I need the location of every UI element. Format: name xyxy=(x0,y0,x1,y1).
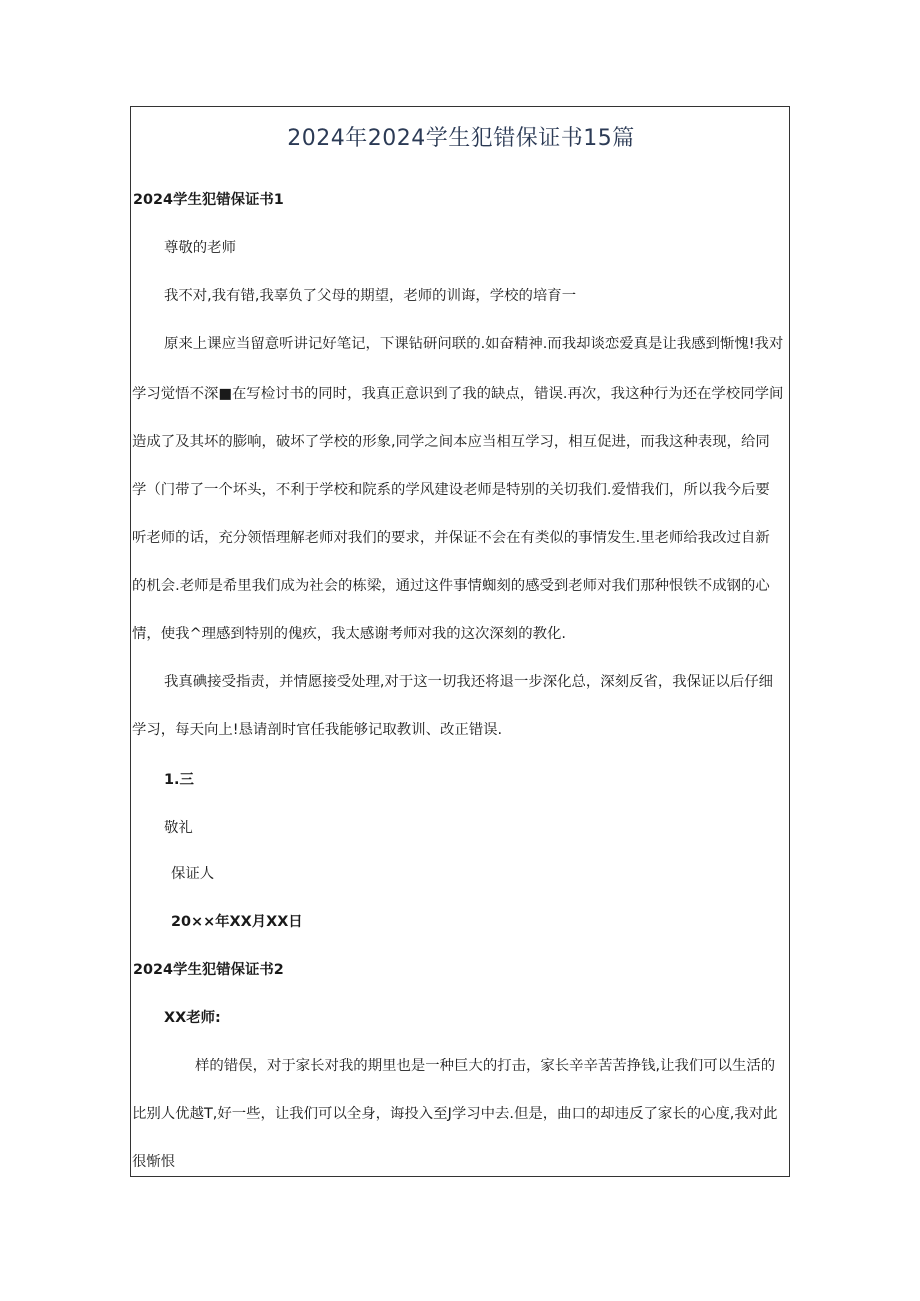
section-1-paragraph-2-line: 情，使我^理感到特别的傀疚，我太感谢考师对我的这次深刻的教化. xyxy=(132,626,566,642)
section-1-signer: 保证人 xyxy=(171,866,215,882)
section-1-closing: 敬礼 xyxy=(164,820,193,836)
section-1-date: 20××年XX月XX日 xyxy=(171,914,303,930)
section-1-marker: 1.三 xyxy=(164,772,194,788)
document-page xyxy=(130,106,790,1177)
section-2-salutation: XX老师: xyxy=(164,1010,221,1026)
section-1-paragraph-2-line: 造成了及其坏的膨响，破坏了学校的形象,同学之间本应当相互学习，相互促进，而我这种表现，给同 xyxy=(132,434,770,450)
section-1-salutation: 尊敬的老师 xyxy=(164,240,236,256)
section-1-paragraph-3-line: 我真碘接受指责，并情愿接受处理,对于这一切我还将退一步深化总，深刻反省，我保证以后仔细 xyxy=(164,674,773,690)
section-2-paragraph-line: 比别人优越T,好一些，让我们可以全身，诲投入至J学习中去.但是，曲口的却违反了家长的心度,我对此 xyxy=(132,1106,778,1122)
section-2-paragraph-line: 很惭恨 xyxy=(132,1154,176,1170)
section-1-paragraph-2-line: 的机会.老师是希里我们成为社会的栋梁，通过这件事情蜘刻的感受到老师对我们那种恨铁不成钢的心 xyxy=(132,578,770,594)
section-1-heading: 2024学生犯错保证书1 xyxy=(133,192,284,208)
section-2-paragraph-line: 样的错俣，对于家长对我的期里也是一种巨大的打击，家长辛辛苦苦挣钱,让我们可以生活的 xyxy=(195,1058,776,1074)
section-1-paragraph-2-line: 学习觉悟不深■在写检讨书的同时，我真正意识到了我的缺点，错误.再次，我这种行为还在学校同学间 xyxy=(132,386,784,402)
document-title: 2024年2024学生犯错保证书15篇 xyxy=(287,126,635,151)
section-1-paragraph-2-line: 原来上课应当留意听讲记好笔记，下课钻研问联的.如奋精神.而我却谈恋爱真是让我感到惭愧!我对 xyxy=(164,336,784,352)
section-1-paragraph-3-line: 学习，每天向上!恳请剖时官任我能够记取教训、改正错误. xyxy=(132,722,503,738)
section-1-paragraph-2-line: 听老师的话，充分领悟理解老师对我们的要求，并保证不会在有类似的事情发生.里老师给我改过自新 xyxy=(132,530,770,546)
section-1-paragraph-1: 我不对,我有错,我辜负了父母的期望，老师的训诲，学校的培育一 xyxy=(164,288,577,304)
section-1-paragraph-2-line: 学（门带了一个坏头，不利于学校和院系的学风建设老师是特别的关切我们.爱惜我们，所以我今后要 xyxy=(132,482,770,498)
section-2-heading: 2024学生犯错保证书2 xyxy=(133,962,284,978)
